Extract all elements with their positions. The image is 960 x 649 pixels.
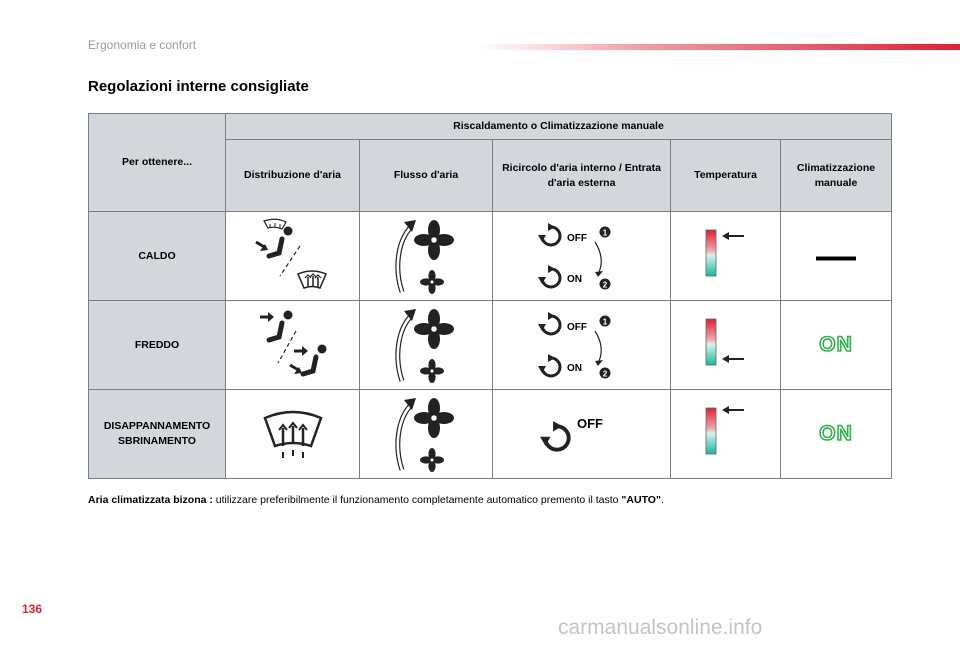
watermark: carmanualsonline.info (558, 616, 763, 639)
air-distribution-cell (226, 390, 360, 479)
corner-header: Per ottenere... (89, 114, 226, 212)
page-number: 136 (22, 602, 43, 616)
column-header: Flusso d'aria (360, 140, 493, 212)
column-header: Temperatura (671, 140, 781, 212)
temperature-cell (671, 301, 781, 390)
ac-cell (781, 390, 892, 479)
recirculation-cell (493, 212, 671, 301)
column-header: Climatizzazione manuale (781, 140, 892, 212)
recirculation-off-to-on-icon (527, 305, 637, 385)
row-label: DISAPPANNAMENTO SBRINAMENTO (89, 390, 226, 479)
windscreen-defrost-icon (253, 404, 333, 464)
ac-cell (781, 212, 892, 301)
recirc-single-label: OFF (576, 416, 603, 431)
temperature-high-icon (696, 404, 756, 464)
table-row (89, 212, 892, 301)
ac-status: — (816, 234, 856, 278)
distribution-face-feet-icon (238, 305, 348, 385)
group-header: Riscaldamento o Climatizzazione manuale (226, 114, 892, 140)
ac-on-badge: ON (819, 422, 853, 445)
temperature-high-icon (696, 226, 756, 286)
distribution-feet-windscreen-icon (238, 216, 348, 296)
footer-text: utilizzare preferibilmente il funzionamento completamente automatico premento il tasto (212, 494, 622, 506)
recirculation-cell (493, 301, 671, 390)
row-label: FREDDO (89, 301, 226, 390)
ac-cell (781, 301, 892, 390)
recirc-top-label: OFF (566, 322, 587, 333)
recirc-bottom-label: ON (566, 363, 582, 374)
column-header: Ricircolo d'aria interno / Entrata d'aria esterna (493, 140, 671, 212)
recirculation-off-to-on-icon (527, 216, 637, 296)
page-title: Regolazioni interne consigliate (88, 78, 309, 95)
fan-speed-high-icon (386, 305, 466, 385)
air-flow-cell (360, 212, 493, 301)
recirc-top-label: OFF (566, 233, 587, 244)
table-row (89, 301, 892, 390)
step-1-label: 1 (602, 228, 607, 238)
air-distribution-cell (226, 301, 360, 390)
footer-note (88, 494, 664, 506)
ac-on-badge: ON (819, 333, 853, 356)
footer-key: "AUTO" (621, 494, 661, 506)
column-header: Distribuzione d'aria (226, 140, 360, 212)
table-row (89, 390, 892, 479)
settings-table (88, 113, 892, 479)
recirc-bottom-label: ON (566, 274, 582, 285)
air-flow-cell (360, 390, 493, 479)
recirculation-off-icon (527, 404, 637, 464)
air-distribution-cell (226, 212, 360, 301)
header-accent-bar (480, 44, 960, 50)
row-label: CALDO (89, 212, 226, 301)
air-flow-cell (360, 301, 493, 390)
temperature-low-icon (696, 315, 756, 375)
recirculation-cell (493, 390, 671, 479)
footer-end: . (660, 494, 664, 506)
fan-speed-high-icon (386, 394, 466, 474)
step-2-label: 2 (602, 280, 607, 290)
step-2-label: 2 (602, 369, 607, 379)
step-1-label: 1 (602, 317, 607, 327)
section-title: Ergonomia e confort (88, 38, 197, 52)
temperature-cell (671, 212, 781, 301)
temperature-cell (671, 390, 781, 479)
footer-lead: Aria climatizzata bizona : (88, 494, 213, 506)
fan-speed-high-icon (386, 216, 466, 296)
